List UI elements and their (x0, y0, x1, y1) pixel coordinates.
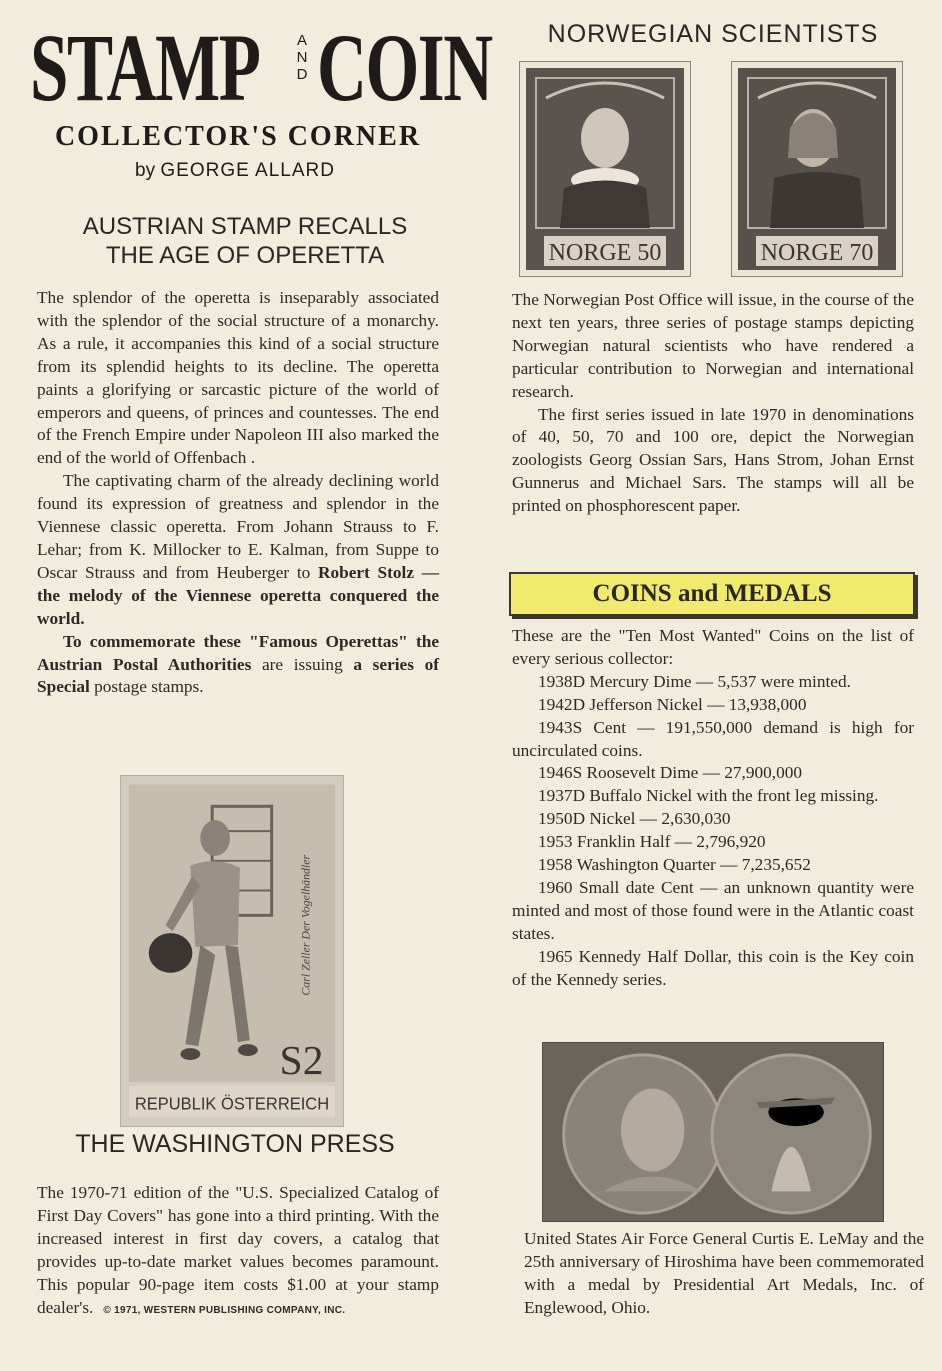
coin-entry: 1946S Roosevelt Dime — 27,900,000 (538, 763, 803, 783)
austria-para2 (37, 470, 439, 630)
masthead-and-d: D (296, 66, 308, 83)
austria-heading (30, 212, 460, 270)
coin-entry: 1958 Washington Quarter — 7,235,652 (538, 855, 811, 875)
norway-stamp1-label: NORGE 50 (548, 240, 662, 266)
masthead-and-a: A (296, 32, 307, 49)
masthead (30, 14, 492, 121)
coin-entry: 1953 Franklin Half — 2,796,920 (538, 832, 766, 852)
coins-and-medals-banner: COINS and MEDALS (509, 572, 915, 616)
coin-entry: 1942D Jefferson Nickel — 13,938,000 (538, 694, 807, 714)
washington-article (37, 1182, 439, 1322)
coin-entry: 1937D Buffalo Nickel with the front leg missing. (538, 786, 879, 806)
coins-intro: These are the "Ten Most Wanted" Coins on the list of every serious collector: (512, 626, 914, 668)
coins-article (512, 625, 914, 992)
austria-stamp-caption: Carl Zeller Der Vogelhändler (298, 854, 313, 996)
collectors-corner-subtitle: COLLECTOR'S CORNER (54, 121, 422, 152)
norway-heading: NORWEGIAN SCIENTISTS (547, 20, 879, 48)
austria-article (37, 287, 439, 699)
coin-entry: 1950D Nickel — 2,630,030 (538, 809, 731, 829)
washington-para (37, 1182, 439, 1322)
norway-stamp2-label: NORGE 70 (760, 240, 874, 266)
norway-para2: The first series issued in late 1970 in denominations of 40, 50, 70 and 100 ore, depict the Norwegian zoologists Georg Ossian Sars, Hans Strom, Johan Ernst Gunnerus and Michael Sars. The stamps will all be printed on phosphorescent paper. (512, 404, 914, 516)
norway-article (512, 289, 914, 518)
austrian-operetta-stamp-image (120, 775, 344, 1127)
norway-para1: The Norwegian Post Office will issue, in the course of the next ten years, three series of postage stamps depicting Norwegian natural scientists who have rendered a particular contribution to Norwegian and international research. (512, 290, 914, 401)
byline-by: by (135, 160, 156, 181)
norway-stamp-70-image (732, 62, 902, 276)
masthead-coin-word: COIN (317, 14, 492, 121)
norway-stamp-50-image (520, 62, 690, 276)
austria-heading-line2: THE AGE OF OPERETTA (105, 242, 385, 269)
byline-author: GEORGE ALLARD (160, 160, 335, 181)
copyright-notice: © 1971, WESTERN PUBLISHING COMPANY, INC. (103, 1304, 346, 1316)
lemay-medal-photo (542, 1042, 884, 1222)
austria-stamp-country: REPUBLIK ÖSTERREICH (134, 1093, 330, 1114)
austria-para2-a: The captivating charm of the already declining world found its expression of greatness and splendor in the Viennese classic operetta. From Johann Strauss to F. Lehar; from K. Millocker to E. Kalman, from Suppe to Oscar Strauss and from Heuberger to (37, 471, 439, 582)
coin-entry: 1960 Small date Cent — an unknown quantity were minted and most of those found were in the Atlantic coast states. (512, 877, 914, 943)
masthead-stamp-word: STAMP (30, 14, 260, 121)
austria-para3 (37, 631, 439, 700)
masthead-and (292, 32, 312, 83)
austria-heading-line1: AUSTRIAN STAMP RECALLS (82, 213, 408, 240)
byline (30, 160, 440, 182)
austria-para2-b: Robert Stolz — the melody of the Viennese operetta conquered the world. (37, 562, 439, 628)
coin-entry: 1943S Cent — 191,550,000 demand is high for uncirculated coins. (512, 717, 914, 760)
medal-caption: United States Air Force General Curtis E. LeMay and the 25th anniversary of Hiroshima have been commemorated with a medal by Presidential Art Medals, Inc. of Englewood, Ohio. (524, 1229, 924, 1317)
coin-entry: 1938D Mercury Dime — 5,537 were minted. (538, 671, 851, 691)
austria-para1: The splendor of the operetta is inseparably associated with the splendor of the social structure of a monarchy. As a rule, it accompanies this kind of a social structure from its splendid heights to its decline. The operetta paints a glorifying or sarcastic picture of the world of emperors and queens, of princes and countesses. The end of the French Empire under Napoleon III also marked the end of the world of Offenbach . (37, 288, 439, 468)
austria-para3-b: are issuing (251, 654, 354, 674)
austria-stamp-value: S2 (279, 1037, 324, 1084)
washington-heading: THE WASHINGTON PRESS (75, 1130, 395, 1158)
austria-para3-c: a series of Special (37, 654, 439, 697)
coin-entry: 1965 Kennedy Half Dollar, this coin is the Key coin of the Kennedy series. (512, 946, 914, 989)
austria-para3-a: To commemorate these "Famous Operettas" the Austrian Postal Authorities (37, 631, 439, 674)
austria-para3-d: postage stamps. (89, 677, 204, 697)
washington-para-text: The 1970-71 edition of the "U.S. Specialized Catalog of First Day Covers" has gone into a third printing. With the increased interest in first day covers, a catalog that provides up-to-date market values becomes paramount. This popular 90-page item costs $1.00 at your stamp dealer's. (37, 1183, 439, 1317)
masthead-and-n: N (296, 49, 308, 66)
